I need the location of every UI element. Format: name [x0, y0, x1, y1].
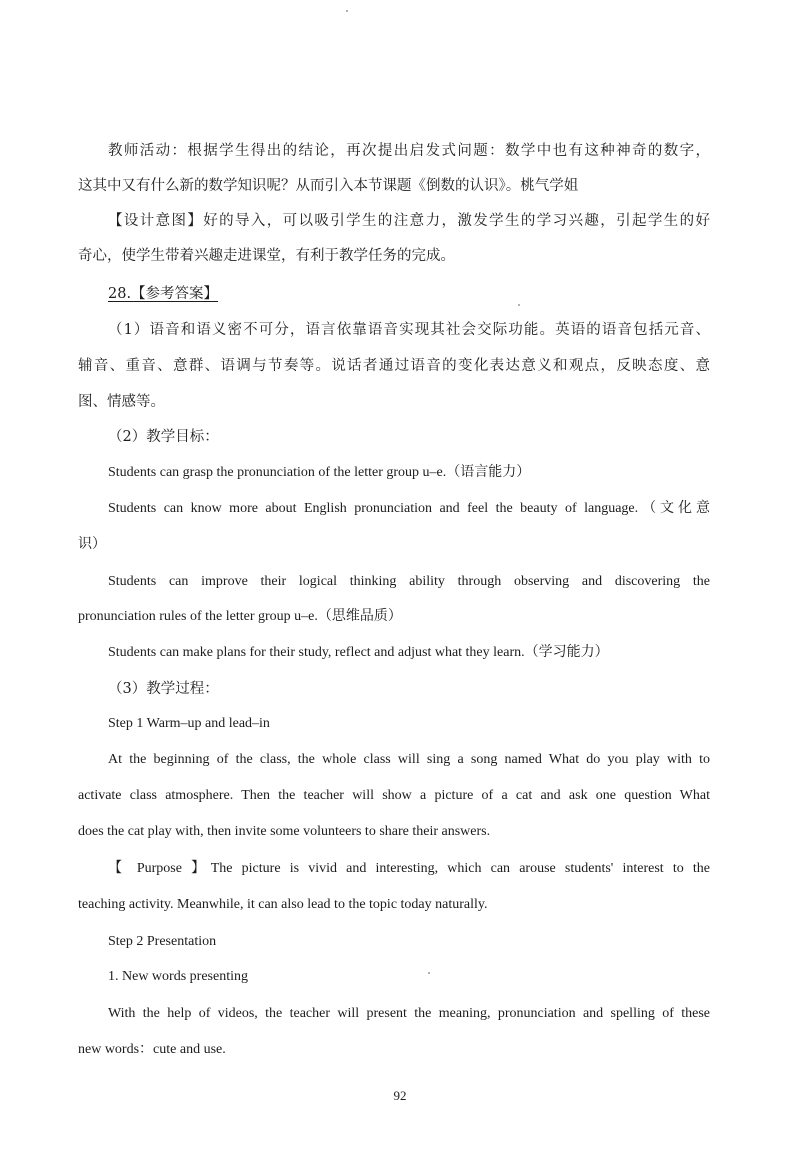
step-heading: Step 2 Presentation	[108, 934, 217, 949]
text-line: （1）语音和语义密不可分，语言依靠语音实现其社会交际功能。英语的语音包括元音、	[108, 322, 710, 338]
text-line: Students can grasp the pronunciation of the letter group u–e.（语言能力）	[108, 465, 531, 480]
text-line: new words：cute and use.	[78, 1042, 226, 1057]
answer-heading: 28.【参考答案】	[108, 286, 219, 302]
section-heading: （3）教学过程：	[108, 681, 219, 697]
text-line: teaching activity. Meanwhile, it can also lead to the topic today naturally.	[78, 897, 488, 912]
text-line: activate class atmosphere. Then the teacher will show a picture of a cat and ask one question What	[78, 788, 710, 803]
text-line: Students can make plans for their study, reflect and adjust what they learn.（学习能力）	[108, 645, 609, 660]
text-line: 【设计意图】好的导入，可以吸引学生的注意力，激发学生的学习兴趣，引起学生的好	[108, 213, 710, 229]
text-line: 教师活动：根据学生得出的结论，再次提出启发式问题：数学中也有这种神奇的数字，	[108, 143, 710, 159]
scan-speck	[518, 304, 520, 306]
text-line: 识）	[78, 537, 106, 552]
scan-speck	[346, 10, 348, 12]
text-line: 这其中又有什么新的数学知识呢？从而引入本节课题《倒数的认识》。桃气学姐	[78, 178, 579, 194]
page-number: 92	[393, 1088, 407, 1103]
text-line: 【 Purpose 】The picture is vivid and interesting, which can arouse students' interest to the	[108, 861, 710, 876]
text-line: At the beginning of the class, the whole class will sing a song named What do you play with to	[108, 752, 710, 767]
text-line: 图、情感等。	[78, 394, 165, 410]
section-heading: （2）教学目标：	[108, 429, 219, 445]
step-heading: 1. New words presenting	[108, 969, 248, 984]
text-line: does the cat play with, then invite some volunteers to share their answers.	[78, 824, 491, 839]
text-line: Students can improve their logical thinking ability through observing and discovering the	[108, 574, 710, 589]
text-line: pronunciation rules of the letter group u–e.（思维品质）	[78, 609, 402, 624]
text-line: 辅音、重音、意群、语调与节奏等。说话者通过语音的变化表达意义和观点，反映态度、意	[78, 358, 710, 374]
text-line: With the help of videos, the teacher will present the meaning, pronunciation and spelling of these	[108, 1006, 710, 1021]
scan-speck	[428, 972, 430, 974]
text-line: 奇心，使学生带着兴趣走进课堂，有利于教学任务的完成。	[78, 248, 455, 264]
text-line: Students can know more about English pronunciation and feel the beauty of language.（文化意	[108, 501, 710, 516]
step-heading: Step 1 Warm–up and lead–in	[108, 716, 270, 731]
